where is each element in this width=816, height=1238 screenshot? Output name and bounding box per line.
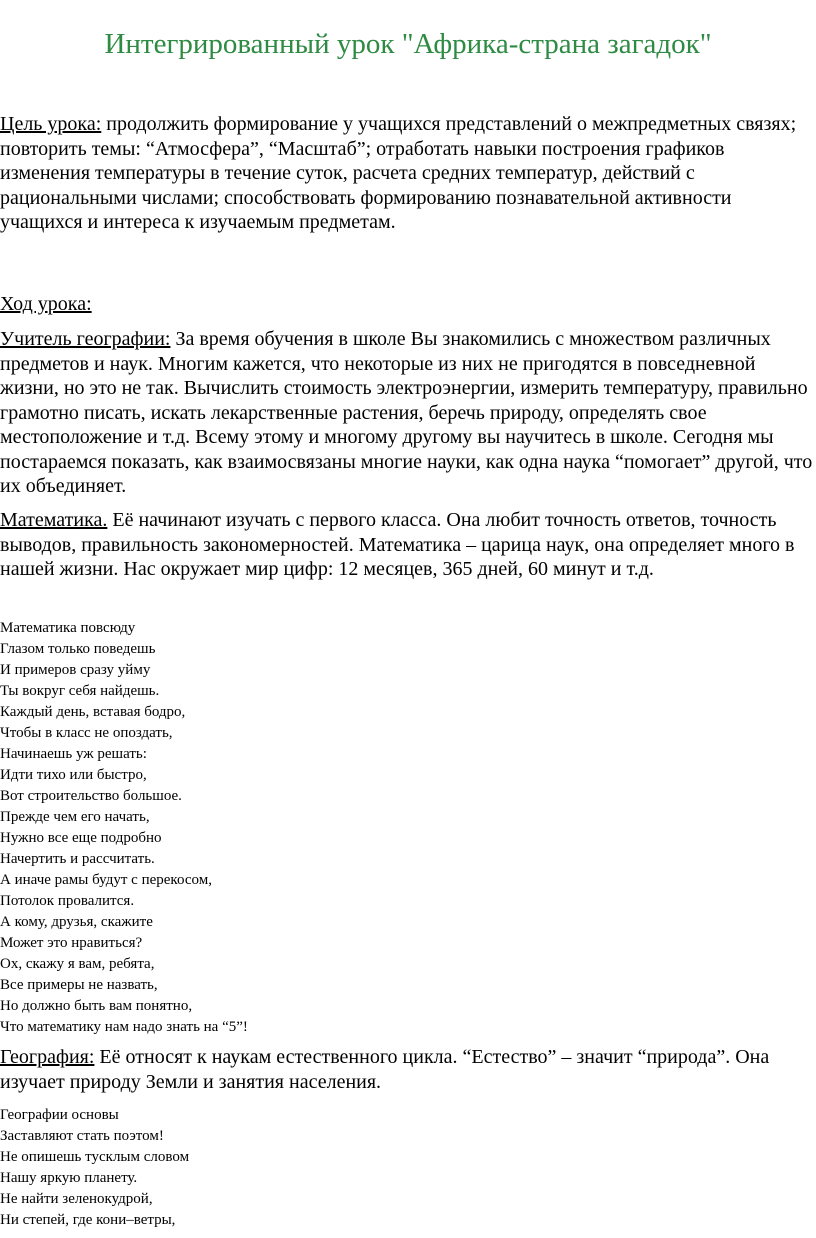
poem-line: Нашу яркую планету. bbox=[0, 1170, 138, 1186]
goal-text: продолжить формирование у учащихся представлений о межпредметных связях; повторить темы: “Атмосфера”, “Масштаб”; отработать навыки построения графиков изменения температуры в течение суток, расчета средних температур, действий с рациональными числами; способствовать формированию познавательной активности учащихся и интереса к изучаемым предметам. bbox=[0, 113, 797, 233]
poem-line: Ни степей, где кони–ветры, bbox=[0, 1212, 176, 1228]
poem-line: Географии основы bbox=[0, 1107, 119, 1123]
poem-line: Не найти зеленокудрой, bbox=[0, 1191, 153, 1207]
geo-poem bbox=[0, 1105, 600, 1231]
poem-line: Ты вокруг себя найдешь. bbox=[0, 683, 160, 699]
goal-paragraph bbox=[0, 112, 816, 235]
goal-label: Цель урока: bbox=[0, 113, 102, 135]
poem-line: А иначе рамы будут с перекосом, bbox=[0, 872, 212, 888]
poem-line: Что математику нам надо знать на “5”! bbox=[0, 1019, 248, 1035]
poem-line: Прежде чем его начать, bbox=[0, 809, 150, 825]
geo-teacher-paragraph bbox=[0, 327, 816, 499]
poem-line: Глазом только поведешь bbox=[0, 641, 156, 657]
poem-line: Все примеры не назвать, bbox=[0, 977, 158, 993]
poem-line: Заставляют стать поэтом! bbox=[0, 1128, 164, 1144]
geography-paragraph bbox=[0, 1045, 816, 1094]
poem-line: Начинаешь уж решать: bbox=[0, 746, 147, 762]
poem-line: Вот строительство большое. bbox=[0, 788, 182, 804]
course-heading bbox=[0, 292, 816, 317]
poem-line: Потолок провалится. bbox=[0, 893, 135, 909]
poem-line: Нужно все еще подробно bbox=[0, 830, 162, 846]
geography-text: Её относят к наукам естественного цикла. “Естество” – значит “природа”. Она изучает природу Земли и занятия населения. bbox=[0, 1046, 770, 1093]
poem-line: Математика повсюду bbox=[0, 620, 136, 636]
poem-line: Начертить и рассчитать. bbox=[0, 851, 155, 867]
poem-line: Каждый день, вставая бодро, bbox=[0, 704, 186, 720]
poem-line: А кому, друзья, скажите bbox=[0, 914, 153, 930]
course-heading-label: Ход урока: bbox=[0, 293, 92, 315]
poem-line: Ох, скажу я вам, ребята, bbox=[0, 956, 155, 972]
geo-teacher-text: За время обучения в школе Вы знакомились с множеством различных предметов и наук. Многим кажется, что некоторые из них не пригодятся в повседневной жизни, но это не так. Вычислить стоимость электроэнергии, измерить температуру, правильно грамотно писать, искать лекарственные растения, беречь природу, определять свое местоположение и т.д. Всему этому и многому другому вы научитесь в школе. Сегодня мы постараемся показать, как взаимосвязаны многие науки, как одна наука “помогает” другой, что их объединяет. bbox=[0, 328, 813, 497]
math-paragraph bbox=[0, 508, 816, 582]
geo-teacher-label: Учитель географии: bbox=[0, 328, 171, 350]
poem-line: Идти тихо или быстро, bbox=[0, 767, 147, 783]
poem-line: Но должно быть вам понятно, bbox=[0, 998, 193, 1014]
geography-label: География: bbox=[0, 1046, 95, 1068]
poem-line: Чтобы в класс не опоздать, bbox=[0, 725, 173, 741]
poem-line: И примеров сразу уйму bbox=[0, 662, 151, 678]
poem-line: Может это нравиться? bbox=[0, 935, 143, 951]
math-text: Её начинают изучать с первого класса. Она любит точность ответов, точность выводов, правильность закономерностей. Математика – царица наук, она определяет много в нашей жизни. Нас окружает мир цифр: 12 месяцев, 365 дней, 60 минут и т.д. bbox=[0, 509, 795, 580]
math-poem bbox=[0, 618, 600, 1038]
poem-line: Не опишешь тусклым словом bbox=[0, 1149, 190, 1165]
math-label: Математика. bbox=[0, 509, 108, 531]
document-title: Интегрированный урок "Африка-страна загадок" bbox=[104, 28, 712, 60]
